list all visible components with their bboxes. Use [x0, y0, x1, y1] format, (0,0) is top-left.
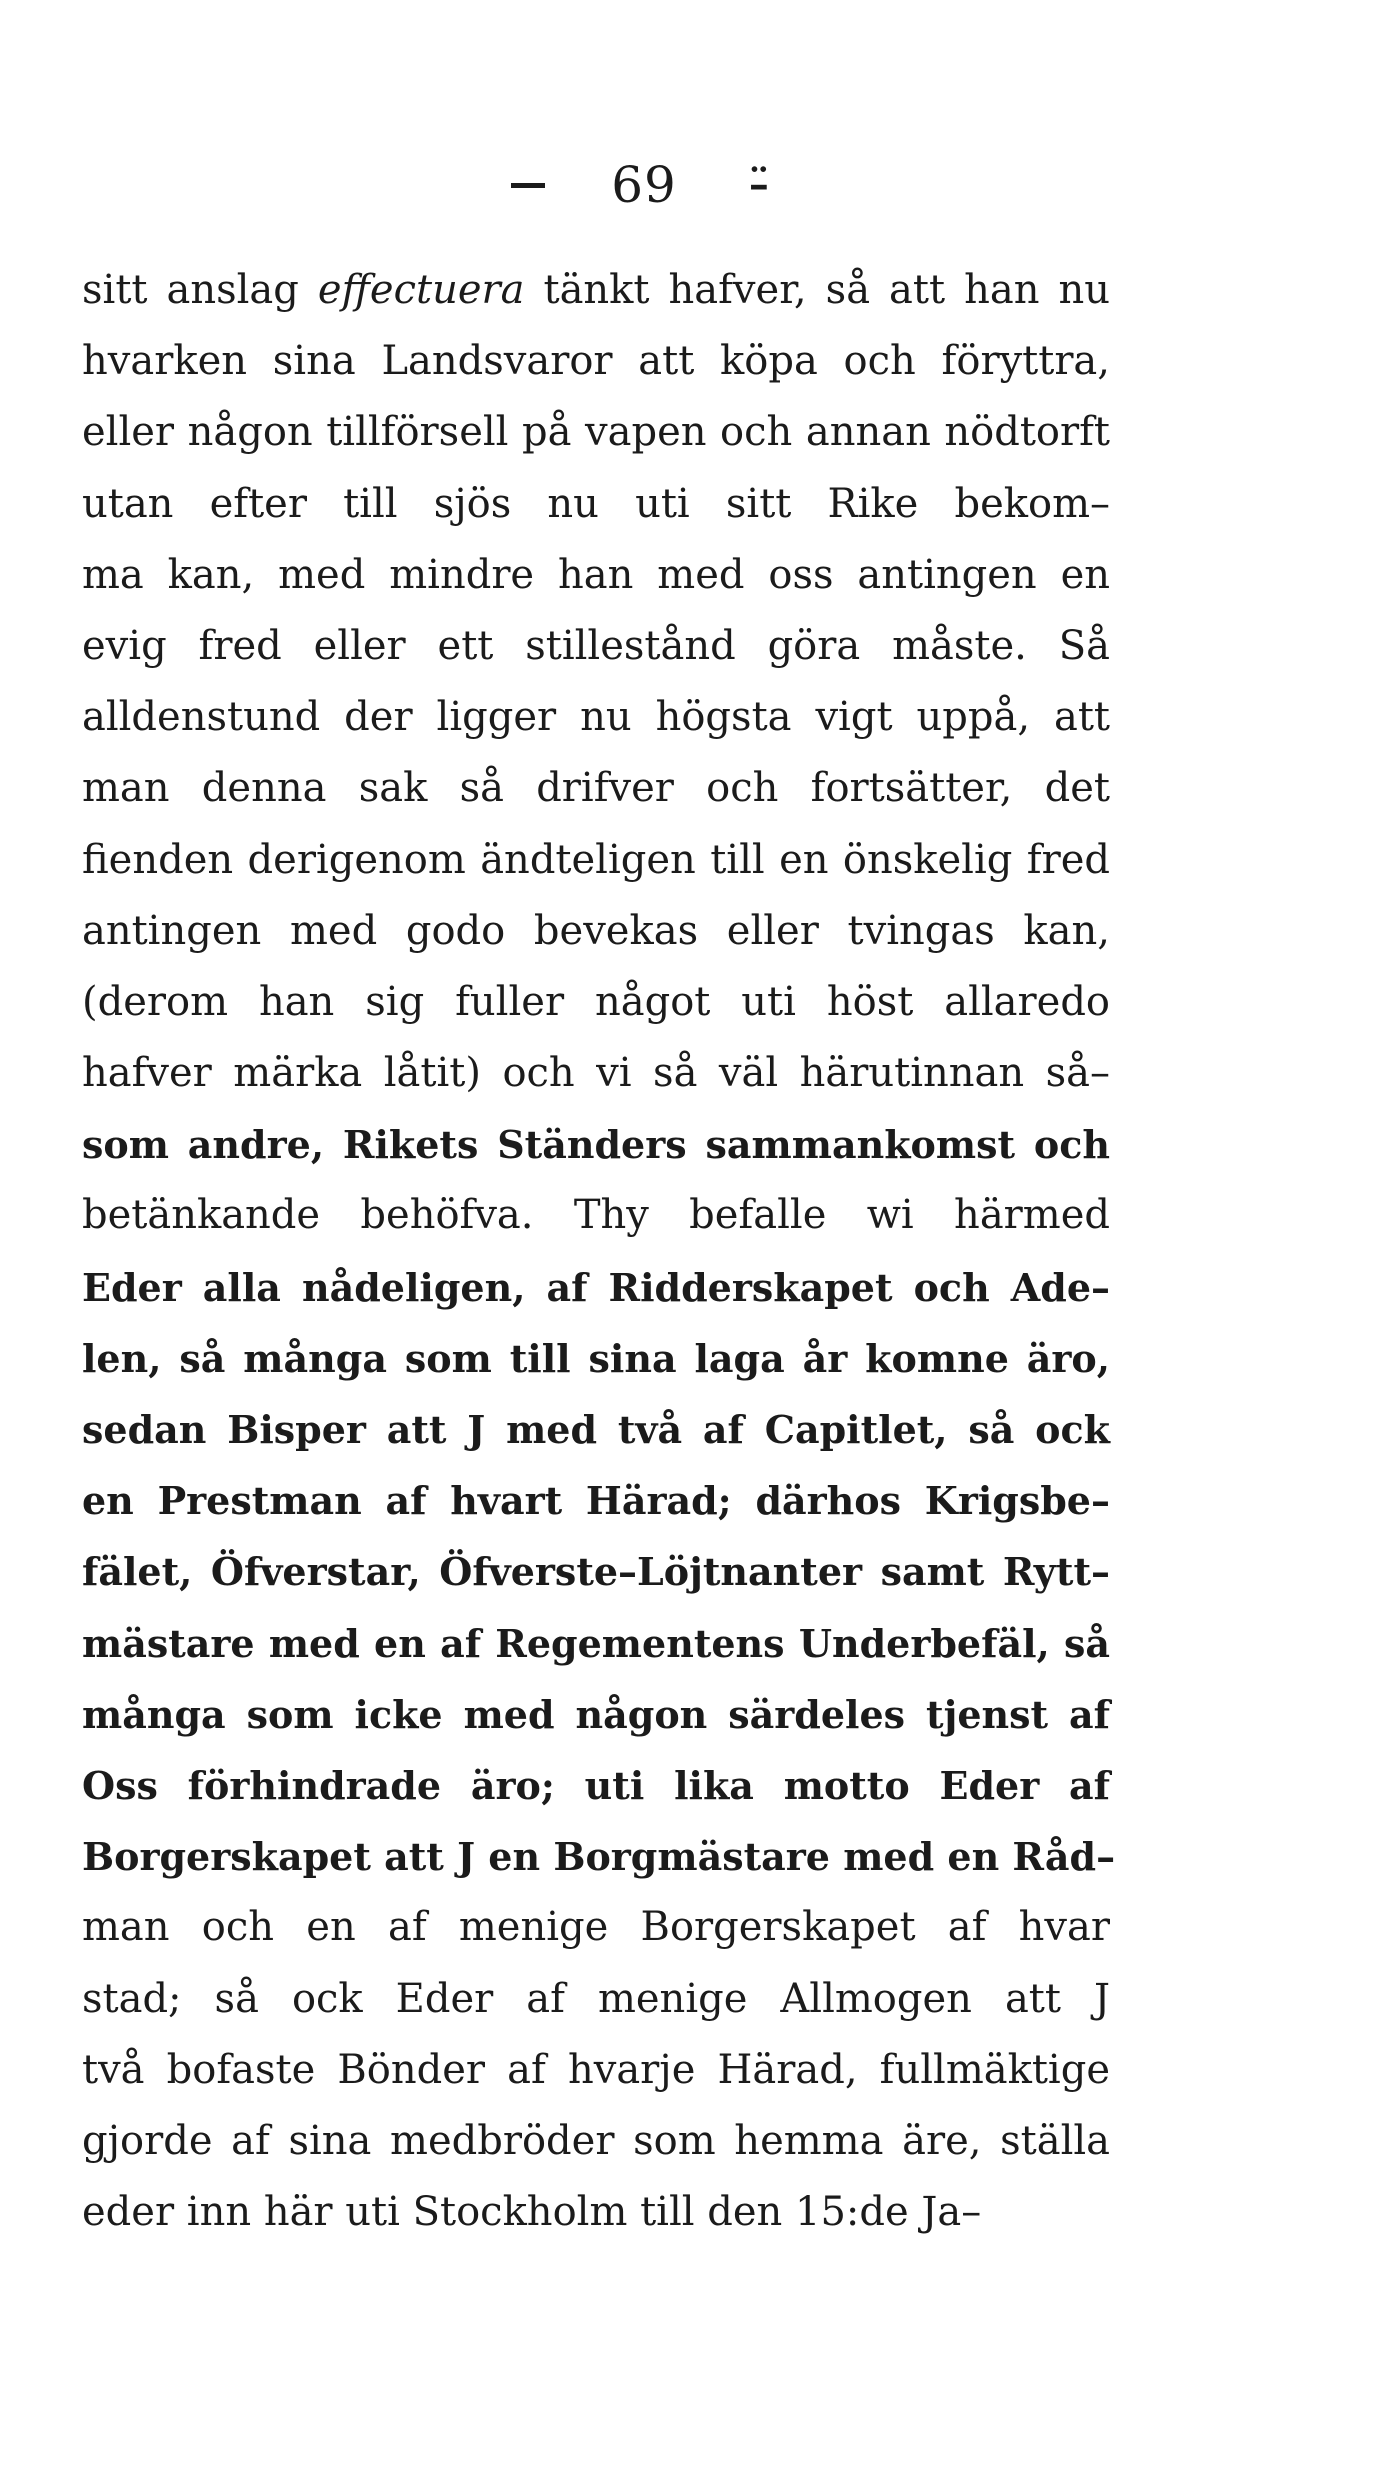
body-text: [82, 255, 1116, 2248]
text-line: evig fred eller ett stillestånd göra måste. Så: [82, 622, 1110, 669]
text-line: Borgerskapet att J en Borgmästare med en Råd–: [82, 1834, 1116, 1880]
text-line: sitt anslag effectuera tänkt hafver, så att han nu: [82, 267, 1110, 313]
text-line: fienden derigenom ändteligen till en önskelig fred: [82, 836, 1110, 883]
italic-word: effectuera: [317, 267, 525, 313]
text-line: Eder alla nådeligen, af Ridderskapet och Ade–: [82, 1264, 1110, 1310]
page-header: [420, 150, 860, 220]
text-line: hafver märka låtit) och vi så väl härutinnan så–: [82, 1050, 1110, 1097]
text-line: Oss förhindrade äro; uti lika motto Eder af: [82, 1762, 1110, 1808]
text-line: alldenstund der ligger nu högsta vigt uppå, att: [82, 694, 1110, 741]
text-line: fälet, Öfverstar, Öfverste–Löjtnanter samt Rytt–: [82, 1549, 1110, 1595]
text-line: hvarken sina Landsvaror att köpa och föryttra,: [82, 338, 1110, 385]
text-line: man och en af menige Borgerskapet af hvar: [82, 1904, 1110, 1951]
text-line: ma kan, med mindre han med oss antingen en: [82, 551, 1110, 598]
text-line: (derom han sig fuller något uti höst allaredo: [82, 978, 1110, 1025]
text-line: utan efter till sjös nu uti sitt Rike bekom–: [82, 480, 1110, 527]
text-line: betänkande behöfva. Thy befalle wi härmed: [82, 1192, 1110, 1239]
text-line: man denna sak så drifver och fortsätter, det: [82, 765, 1110, 812]
text-line: len, så många som till sina laga år komne äro,: [82, 1335, 1110, 1381]
text-line: sedan Bisper att J med två af Capitlet, så ock: [82, 1407, 1110, 1452]
text-line: antingen med godo bevekas eller tvingas kan,: [82, 907, 1110, 954]
header-mark-right: –̈: [748, 161, 769, 208]
text-line: en Prestman af hvart Härad; därhos Krigsbe–: [82, 1478, 1110, 1524]
text-line: eller någon tillförsell på vapen och annan nödtorft: [82, 409, 1110, 456]
header-rule-left: [511, 183, 545, 188]
text-line: eder inn här uti Stockholm till den 15:de Ja–: [82, 2189, 982, 2236]
text-line: stad; så ock Eder af menige Allmogen att J: [82, 1975, 1110, 2022]
text-line: som andre, Rikets Ständers sammankomst och: [82, 1122, 1110, 1168]
text-line: gjorde af sina medbröder som hemma äre, ställa: [82, 2117, 1110, 2164]
text-line: mästare med en af Regementens Underbefäl, så: [82, 1620, 1110, 1666]
text-line: många som icke med någon särdeles tjenst af: [82, 1691, 1110, 1737]
page-number: 69: [611, 156, 677, 214]
text-line: två bofaste Bönder af hvarje Härad, fullmäktige: [82, 2046, 1110, 2093]
